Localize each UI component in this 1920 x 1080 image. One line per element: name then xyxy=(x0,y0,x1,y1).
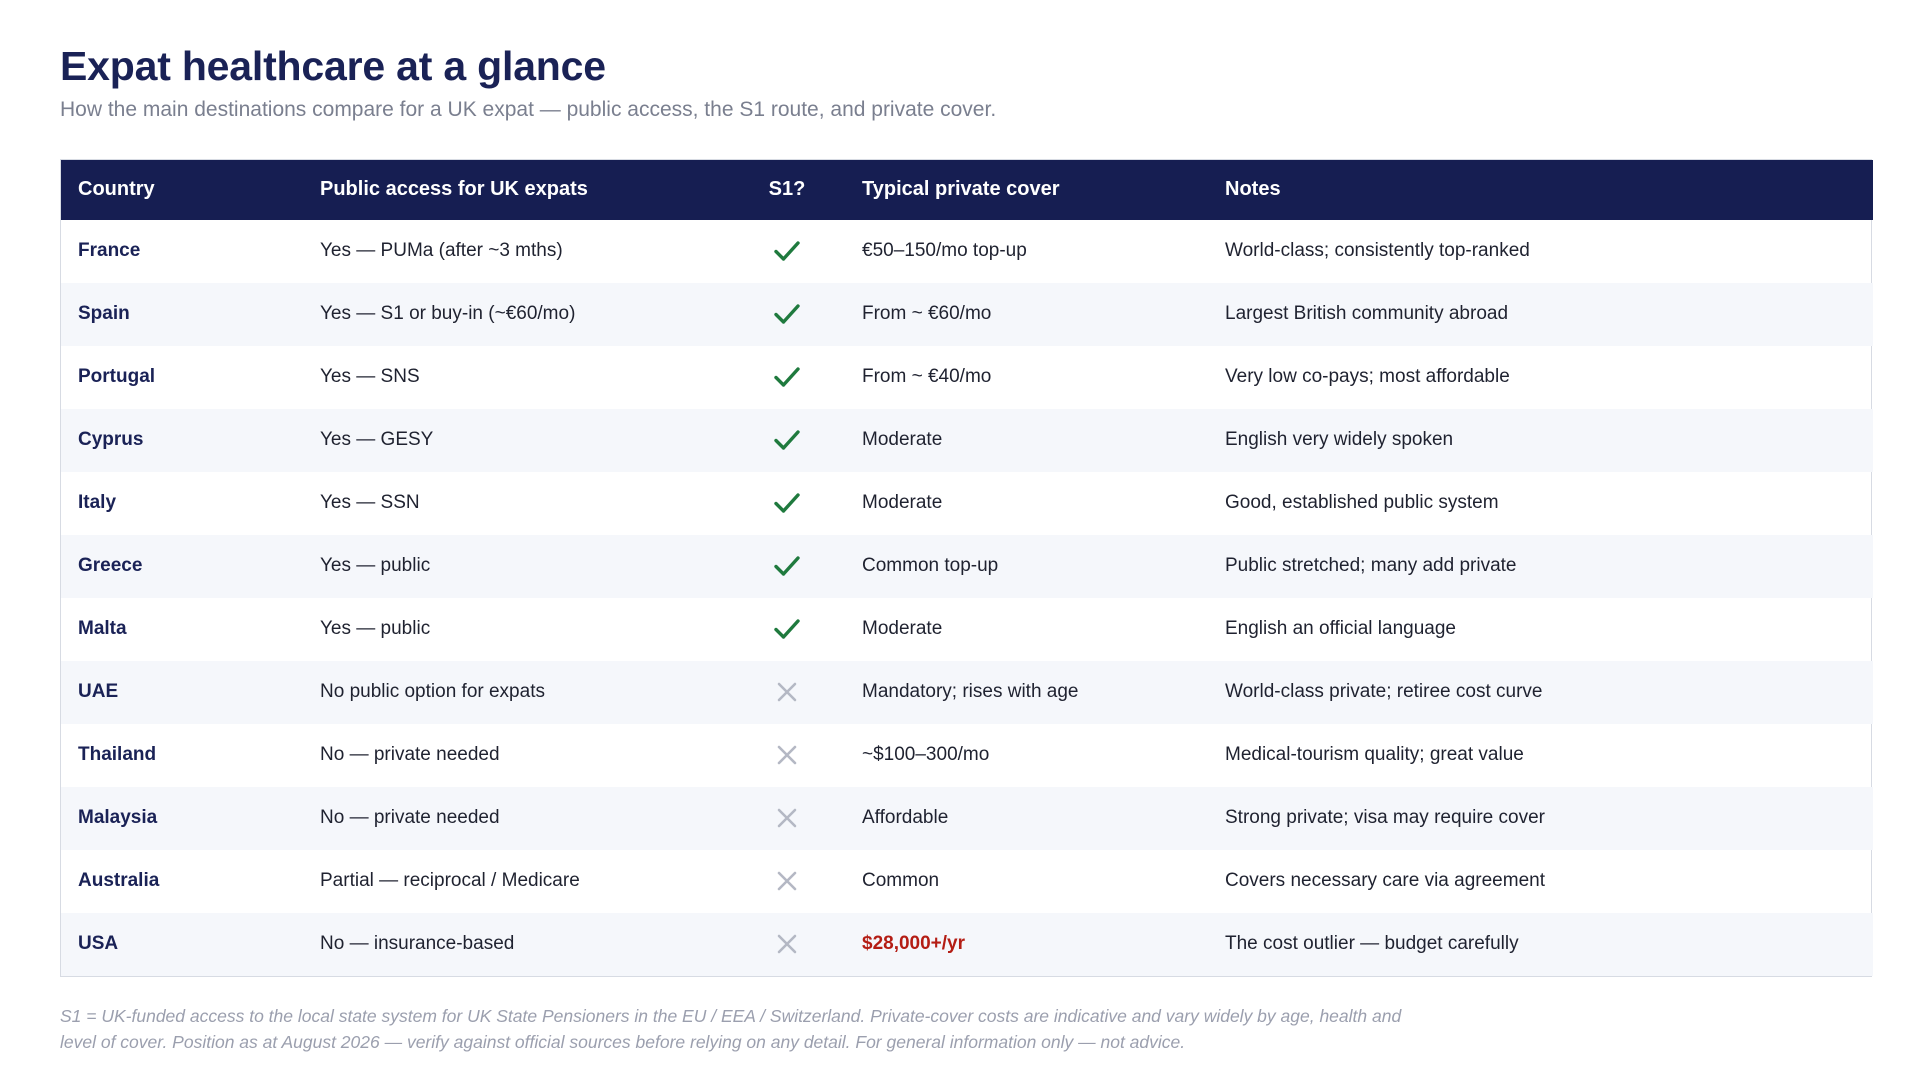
public-access-cell: Yes — GESY xyxy=(320,429,434,451)
table-row xyxy=(61,346,1873,409)
public-access-cell: Yes — PUMa (after ~3 mths) xyxy=(320,240,563,262)
cross-icon xyxy=(729,933,845,955)
comparison-table-container xyxy=(60,159,1872,977)
public-access-cell: Yes — S1 or buy-in (~€60/mo) xyxy=(320,303,576,325)
country-cell: Portugal xyxy=(78,366,156,388)
public-access-cell: Partial — reciprocal / Medicare xyxy=(320,870,580,892)
notes-cell: Good, established public system xyxy=(1225,492,1499,514)
table-row xyxy=(61,850,1873,913)
notes-cell: Very low co-pays; most affordable xyxy=(1225,366,1510,388)
table-header-row xyxy=(61,160,1873,220)
private-cover-cell: Mandatory; rises with age xyxy=(862,681,1079,703)
table-row xyxy=(61,220,1873,283)
header-s1: S1? xyxy=(768,178,806,201)
s1-cell xyxy=(729,661,845,724)
private-cover-cell: ~$100–300/mo xyxy=(862,744,990,766)
cross-icon xyxy=(729,870,845,892)
s1-cell xyxy=(729,220,845,283)
private-cover-cell: Moderate xyxy=(862,492,943,514)
table-row xyxy=(61,598,1873,661)
s1-cell xyxy=(729,787,845,850)
notes-cell: Strong private; visa may require cover xyxy=(1225,807,1545,829)
notes-cell: World-class private; retiree cost curve xyxy=(1225,681,1543,703)
s1-cell xyxy=(729,724,845,787)
notes-cell: Largest British community abroad xyxy=(1225,303,1509,325)
private-cover-cell: $28,000+/yr xyxy=(862,933,966,955)
country-cell: France xyxy=(78,240,141,262)
s1-cell xyxy=(729,850,845,913)
notes-cell: The cost outlier — budget carefully xyxy=(1225,933,1519,955)
page-title: Expat healthcare at a glance xyxy=(60,43,606,89)
country-cell: Australia xyxy=(78,870,160,892)
private-cover-cell: Affordable xyxy=(862,807,949,829)
s1-cell xyxy=(729,409,845,472)
page-subtitle: How the main destinations compare for a UK expat — public access, the S1 route, and private cover. xyxy=(60,98,997,122)
s1-cell xyxy=(729,913,845,976)
s1-cell xyxy=(729,346,845,409)
country-cell: Cyprus xyxy=(78,429,144,451)
header-country: Country xyxy=(78,178,155,201)
country-cell: Italy xyxy=(78,492,117,514)
table-row xyxy=(61,283,1873,346)
header-public-access: Public access for UK expats xyxy=(320,178,588,201)
check-icon xyxy=(729,302,845,326)
footnote: S1 = UK-funded access to the local state system for UK State Pensioners in the EU / EEA / Switzerland. Private-cover costs are indicative and vary widely by age, health and level of cover. Position as at August 2026 — verify against official sources before relying on any detail. For general information only — not advice. xyxy=(60,1005,1402,1052)
notes-cell: English very widely spoken xyxy=(1225,429,1454,451)
cross-icon xyxy=(729,807,845,829)
table-row xyxy=(61,913,1873,976)
country-cell: Spain xyxy=(78,303,130,325)
public-access-cell: Yes — public xyxy=(320,555,431,577)
public-access-cell: Yes — SSN xyxy=(320,492,420,514)
country-cell: Malaysia xyxy=(78,807,158,829)
s1-cell xyxy=(729,598,845,661)
check-icon xyxy=(729,617,845,641)
comparison-table xyxy=(61,160,1873,976)
header-private-cover: Typical private cover xyxy=(862,178,1060,201)
cross-icon xyxy=(729,681,845,703)
public-access-cell: No — private needed xyxy=(320,807,500,829)
table-row xyxy=(61,787,1873,850)
public-access-cell: No — private needed xyxy=(320,744,500,766)
public-access-cell: Yes — SNS xyxy=(320,366,420,388)
notes-cell: Public stretched; many add private xyxy=(1225,555,1517,577)
cross-icon xyxy=(729,744,845,766)
public-access-cell: No public option for expats xyxy=(320,681,545,703)
notes-cell: Medical-tourism quality; great value xyxy=(1225,744,1524,766)
table-row xyxy=(61,724,1873,787)
check-icon xyxy=(729,365,845,389)
notes-cell: English an official language xyxy=(1225,618,1456,640)
table-row xyxy=(61,409,1873,472)
s1-cell xyxy=(729,472,845,535)
private-cover-cell: From ~ €60/mo xyxy=(862,303,992,325)
country-cell: Greece xyxy=(78,555,143,577)
private-cover-cell: €50–150/mo top-up xyxy=(862,240,1027,262)
public-access-cell: No — insurance-based xyxy=(320,933,515,955)
public-access-cell: Yes — public xyxy=(320,618,431,640)
country-cell: Malta xyxy=(78,618,127,640)
table-row xyxy=(61,535,1873,598)
private-cover-cell: Moderate xyxy=(862,618,943,640)
table-header xyxy=(61,160,1873,220)
private-cover-cell: From ~ €40/mo xyxy=(862,366,992,388)
country-cell: Thailand xyxy=(78,744,157,766)
check-icon xyxy=(729,491,845,515)
header-notes: Notes xyxy=(1225,178,1281,201)
private-cover-cell: Common top-up xyxy=(862,555,999,577)
check-icon xyxy=(729,554,845,578)
table-row xyxy=(61,661,1873,724)
s1-cell xyxy=(729,535,845,598)
s1-cell xyxy=(729,283,845,346)
check-icon xyxy=(729,239,845,263)
notes-cell: World-class; consistently top-ranked xyxy=(1225,240,1530,262)
check-icon xyxy=(729,428,845,452)
private-cover-cell: Common xyxy=(862,870,940,892)
table-row xyxy=(61,472,1873,535)
notes-cell: Covers necessary care via agreement xyxy=(1225,870,1545,892)
private-cover-cell: Moderate xyxy=(862,429,943,451)
country-cell: UAE xyxy=(78,681,119,703)
table-body xyxy=(61,220,1873,976)
country-cell: USA xyxy=(78,933,119,955)
